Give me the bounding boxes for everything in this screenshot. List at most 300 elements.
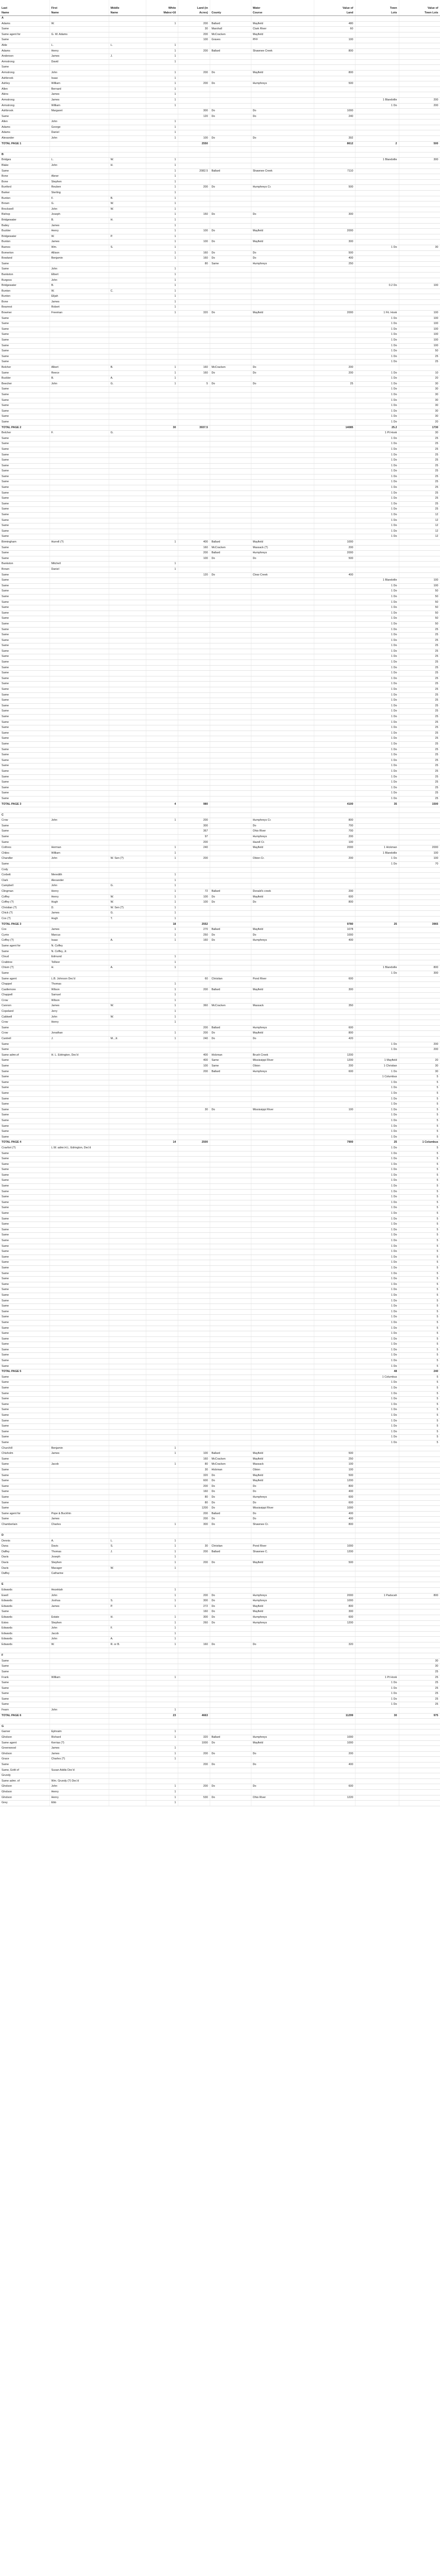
cell-first-name [49, 338, 109, 344]
cell-first-name [49, 458, 109, 464]
cell-town-lots [355, 1538, 399, 1544]
cell-value-of-land [314, 316, 355, 321]
cell-land-acres [178, 1320, 210, 1326]
cell-value-of-land [314, 327, 355, 332]
cell-county: Do [210, 185, 251, 191]
cell-white-males [146, 671, 178, 676]
cell-white-males [146, 1265, 178, 1271]
cell-white-males: 1 [146, 540, 178, 546]
cell-town-lots: 1 Do [355, 436, 399, 442]
cell-white-males [146, 1249, 178, 1255]
cell-land-acres [178, 179, 210, 185]
cell-last-name: Chick (?) [0, 911, 49, 917]
cell-value-of-land: 320 [314, 1642, 355, 1648]
cell-land-acres [178, 436, 210, 442]
table-row [0, 1298, 440, 1304]
cell-last-name: Same [0, 840, 49, 845]
cell-value-town-lots: 5 [399, 1107, 440, 1113]
cell-value-of-land [314, 1658, 355, 1664]
cell-middle-name [109, 1533, 146, 1539]
cell-value-of-land [314, 1778, 355, 1784]
cell-value-of-land [314, 59, 355, 65]
cell-land-acres [178, 1533, 210, 1539]
table-row [0, 654, 440, 660]
table-row [0, 1042, 440, 1047]
cell-first-name: Isaac [49, 76, 109, 81]
cell-white-males [146, 1418, 178, 1424]
cell-county [210, 1528, 251, 1533]
cell-water-course [251, 1713, 314, 1719]
table-row [0, 387, 440, 393]
table-row [0, 627, 440, 633]
cell-last-name: Coffey (?) [0, 938, 49, 944]
cell-water-course [251, 1626, 314, 1632]
cell-land-acres [178, 971, 210, 976]
cell-white-males [146, 1178, 178, 1184]
cell-water-course [251, 332, 314, 338]
cell-middle-name [109, 1211, 146, 1217]
cell-county: Do [210, 1762, 251, 1768]
table-row [0, 1189, 440, 1195]
table-row [0, 1637, 440, 1642]
cell-land-acres [178, 1801, 210, 1806]
cell-county [210, 703, 251, 709]
cell-first-name: Henry [49, 1789, 109, 1795]
cell-water-course: Mayfield [251, 540, 314, 546]
cell-first-name: William [49, 103, 109, 109]
cell-county: Do [210, 900, 251, 906]
cell-value-town-lots: 25 [399, 480, 440, 485]
cell-middle-name [109, 1561, 146, 1566]
table-row [0, 774, 440, 780]
cell-water-course [251, 671, 314, 676]
cell-white-males [146, 621, 178, 627]
cell-land-acres [178, 163, 210, 169]
cell-middle-name [109, 16, 146, 22]
cell-middle-name [109, 1129, 146, 1135]
cell-land-acres: 30 [178, 27, 210, 32]
cell-value-of-land [314, 201, 355, 207]
cell-county: Same [210, 1064, 251, 1070]
cell-county [210, 851, 251, 856]
cell-middle-name [109, 59, 146, 65]
cell-value-town-lots: 200 [399, 103, 440, 109]
cell-value-town-lots [399, 191, 440, 196]
cell-last-name: Same [0, 501, 49, 507]
cell-last-name: Same [0, 518, 49, 523]
cell-first-name [49, 398, 109, 403]
cell-value-of-land: 60 [314, 27, 355, 32]
cell-value-town-lots: 5 [399, 1353, 440, 1359]
cell-county [210, 1304, 251, 1310]
cell-county [210, 283, 251, 289]
cell-value-town-lots [399, 70, 440, 76]
cell-value-of-land [314, 769, 355, 774]
cell-value-town-lots: 5 [399, 1320, 440, 1326]
cell-town-lots: 1 Do [355, 665, 399, 671]
table-row [0, 97, 440, 103]
cell-water-course [251, 1566, 314, 1571]
cell-last-name: Same [0, 1265, 49, 1271]
cell-land-acres [178, 1124, 210, 1129]
cell-water-course [251, 125, 314, 130]
cell-value-town-lots [399, 1746, 440, 1752]
cell-first-name: James [49, 927, 109, 933]
cell-value-of-land: 2000 [314, 551, 355, 556]
table-row [0, 1686, 440, 1691]
cell-middle-name [109, 1571, 146, 1577]
cell-land-acres [178, 1014, 210, 1020]
cell-white-males: 23 [146, 1713, 178, 1719]
cell-first-name [49, 692, 109, 698]
cell-middle-name [109, 1375, 146, 1380]
cell-value-of-land [314, 654, 355, 660]
cell-county: Do [210, 114, 251, 120]
cell-county [210, 147, 251, 152]
cell-value-town-lots: 5 [399, 1440, 440, 1446]
cell-last-name: Bankston [0, 272, 49, 278]
cell-value-of-land [314, 1702, 355, 1708]
cell-county [210, 741, 251, 747]
cell-county [210, 1173, 251, 1178]
cell-white-males [146, 147, 178, 152]
cell-land-acres [178, 1145, 210, 1151]
cell-value-town-lots: 50 [399, 621, 440, 627]
cell-value-town-lots: 5 [399, 1145, 440, 1151]
cell-county [210, 643, 251, 649]
cell-first-name [49, 1391, 109, 1397]
cell-middle-name [109, 1107, 146, 1113]
cell-value-town-lots [399, 59, 440, 65]
cell-water-course [251, 463, 314, 469]
cell-town-lots: 1 Do [355, 1265, 399, 1271]
cell-land-acres [178, 1211, 210, 1217]
cell-land-acres: 980 [178, 802, 210, 807]
cell-first-name: James [49, 240, 109, 245]
cell-white-males [146, 1216, 178, 1222]
cell-white-males [146, 1658, 178, 1664]
cell-county: Do [210, 556, 251, 562]
cell-white-males [146, 1134, 178, 1140]
cell-middle-name [109, 1495, 146, 1500]
cell-first-name: Hurrell (?) [49, 540, 109, 546]
cell-value-town-lots [399, 900, 440, 906]
cell-last-name: Same [0, 1239, 49, 1244]
cell-town-lots [355, 1757, 399, 1762]
cell-value-of-land [314, 1697, 355, 1702]
cell-county [210, 1298, 251, 1304]
table-row [0, 518, 440, 523]
cell-first-name: Hugh [49, 900, 109, 906]
cell-town-lots [355, 1009, 399, 1015]
cell-water-course: Mayfield [251, 894, 314, 900]
table-row [0, 1566, 440, 1571]
cell-first-name [49, 1331, 109, 1337]
cell-value-town-lots: 50 [399, 589, 440, 595]
cell-last-name: Same [0, 1353, 49, 1359]
table-row [0, 894, 440, 900]
cell-white-males [146, 1397, 178, 1402]
cell-value-of-land [314, 267, 355, 273]
cell-value-of-land [314, 1773, 355, 1779]
table-row [0, 294, 440, 300]
cell-land-acres [178, 1380, 210, 1386]
table-row [0, 179, 440, 185]
cell-land-acres [178, 1102, 210, 1108]
cell-value-town-lots: 5 [399, 1265, 440, 1271]
cell-value-town-lots: 25 [399, 501, 440, 507]
cell-town-lots [355, 191, 399, 196]
cell-middle-name [109, 812, 146, 818]
cell-white-males [146, 1511, 178, 1517]
cell-county: Do [210, 229, 251, 234]
cell-value-town-lots: 25 [399, 731, 440, 736]
cell-middle-name [109, 1402, 146, 1408]
cell-last-name: Gholson [0, 1784, 49, 1790]
cell-middle-name [109, 1359, 146, 1364]
cell-county: Ballard [210, 540, 251, 546]
cell-value-of-land [314, 873, 355, 878]
table-row [0, 643, 440, 649]
table-row [0, 971, 440, 976]
cell-water-course: Brush Creek [251, 1053, 314, 1058]
cell-water-course [251, 1402, 314, 1408]
cell-town-lots: 1 Do [355, 1222, 399, 1228]
cell-town-lots: 1 Do [355, 1233, 399, 1239]
cell-value-of-land [314, 398, 355, 403]
cell-last-name: Gholson [0, 1751, 49, 1757]
cell-last-name: Same [0, 485, 49, 491]
cell-first-name [49, 1359, 109, 1364]
cell-value-town-lots: 70 [399, 862, 440, 868]
cell-value-town-lots [399, 196, 440, 201]
cell-county [210, 682, 251, 687]
cell-last-name: Same [0, 731, 49, 736]
cell-last-name: Crow [0, 1031, 49, 1037]
cell-middle-name [109, 769, 146, 774]
cell-value-of-land [314, 807, 355, 813]
cell-last-name: Same [0, 1173, 49, 1178]
cell-middle-name [109, 1609, 146, 1615]
cell-town-lots [355, 1489, 399, 1495]
cell-land-acres: 200 [178, 81, 210, 87]
cell-value-town-lots [399, 1528, 440, 1533]
cell-town-lots: 1 Do [355, 387, 399, 393]
cell-value-of-land: 392 [314, 136, 355, 142]
cell-town-lots [355, 807, 399, 813]
cell-middle-name [109, 1364, 146, 1369]
table-row [0, 1200, 440, 1206]
cell-value-of-land [314, 1129, 355, 1135]
cell-water-course [251, 152, 314, 158]
cell-white-males [146, 1517, 178, 1522]
cell-middle-name [109, 136, 146, 142]
cell-first-name: James [49, 223, 109, 229]
cell-white-males [146, 627, 178, 633]
cell-water-course [251, 1555, 314, 1561]
cell-water-course: Hazell Cr. [251, 840, 314, 845]
cell-first-name: Sterling [49, 191, 109, 196]
cell-land-acres: 200 [178, 1511, 210, 1517]
cell-town-lots: 1 Do [355, 1227, 399, 1233]
table-row [0, 1626, 440, 1632]
cell-water-course [251, 507, 314, 513]
cell-land-acres [178, 769, 210, 774]
cell-county [210, 867, 251, 873]
cell-land-acres [178, 1402, 210, 1408]
cell-white-males [146, 812, 178, 818]
table-row [0, 38, 440, 43]
cell-value-town-lots: 50 [399, 616, 440, 622]
cell-town-lots: 1 Blandville [355, 158, 399, 163]
cell-town-lots: 1 Do [355, 1124, 399, 1129]
cell-county: Do [210, 1642, 251, 1648]
cell-value-town-lots: 10 [399, 370, 440, 376]
cell-land-acres [178, 442, 210, 447]
cell-town-lots [355, 152, 399, 158]
cell-first-name [49, 698, 109, 704]
cell-middle-name [109, 409, 146, 414]
cell-value-of-land: 240 [314, 114, 355, 120]
cell-water-course [251, 965, 314, 971]
cell-county [210, 1211, 251, 1217]
cell-county [210, 474, 251, 480]
cell-value-town-lots: 25 [399, 643, 440, 649]
cell-value-town-lots: 100 [399, 321, 440, 327]
cell-first-name [49, 731, 109, 736]
cell-white-males: 1 [146, 1599, 178, 1604]
cell-town-lots: 1 Do [355, 1402, 399, 1408]
cell-water-course [251, 764, 314, 769]
cell-water-course [251, 1047, 314, 1053]
cell-value-town-lots: 25 [399, 753, 440, 758]
cell-white-males [146, 442, 178, 447]
cell-value-town-lots: 5 [399, 1200, 440, 1206]
cell-value-of-land [314, 501, 355, 507]
cell-value-of-land [314, 1664, 355, 1670]
cell-first-name: Joseph [49, 1555, 109, 1561]
cell-land-acres: 160 [178, 1456, 210, 1462]
cell-town-lots [355, 267, 399, 273]
cell-first-name [49, 349, 109, 354]
cell-first-name [49, 414, 109, 420]
cell-last-name: Same [0, 1386, 49, 1392]
cell-middle-name: R. or B. [109, 1642, 146, 1648]
cell-white-males: 1 [146, 70, 178, 76]
cell-land-acres [178, 338, 210, 344]
cell-water-course [251, 1664, 314, 1670]
cell-value-of-land [314, 703, 355, 709]
cell-value-of-land [314, 360, 355, 365]
cell-first-name: Benjamin [49, 256, 109, 262]
cell-water-course [251, 1178, 314, 1184]
cell-water-course [251, 862, 314, 868]
cell-last-name: Edwards [0, 1637, 49, 1642]
cell-first-name [49, 1162, 109, 1167]
table-row [0, 1451, 440, 1457]
cell-value-town-lots: 5 [399, 1129, 440, 1135]
cell-value-town-lots [399, 943, 440, 949]
cell-county [210, 1118, 251, 1124]
cell-value-of-land [314, 1042, 355, 1047]
cell-water-course [251, 911, 314, 917]
cell-water-course: Do [251, 556, 314, 562]
cell-middle-name [109, 660, 146, 666]
cell-water-course: Mayfield [251, 1740, 314, 1746]
cell-county [210, 1326, 251, 1331]
cell-land-acres [178, 245, 210, 250]
cell-county [210, 998, 251, 1004]
table-row [0, 1211, 440, 1217]
cell-white-males [146, 703, 178, 709]
cell-first-name [49, 600, 109, 605]
cell-middle-name [109, 1069, 146, 1075]
table-row [0, 1140, 440, 1146]
cell-value-of-land [314, 458, 355, 464]
cell-town-lots [355, 92, 399, 98]
cell-middle-name [109, 114, 146, 120]
cell-county: Ballard [210, 987, 251, 993]
cell-county [210, 1724, 251, 1730]
table-row [0, 321, 440, 327]
cell-first-name: Elijah [49, 294, 109, 300]
table-row [0, 572, 440, 578]
cell-county [210, 1386, 251, 1392]
cell-land-acres: 360 [178, 1004, 210, 1009]
cell-first-name: Henry [49, 229, 109, 234]
cell-value-town-lots: 25 [399, 720, 440, 725]
cell-county [210, 698, 251, 704]
table-row [0, 1795, 440, 1801]
cell-value-of-land [314, 485, 355, 491]
cell-value-of-land [314, 878, 355, 884]
cell-last-name: Estes [0, 1620, 49, 1626]
cell-county [210, 1697, 251, 1702]
cell-land-acres [178, 692, 210, 698]
cell-last-name: Bone [0, 174, 49, 180]
cell-water-course [251, 1304, 314, 1310]
cell-white-males: 1 [146, 299, 178, 305]
cell-town-lots [355, 949, 399, 955]
cell-middle-name: T. [109, 916, 146, 922]
table-row [0, 1413, 440, 1419]
table-row [0, 933, 440, 938]
cell-value-of-land: 200 [314, 1751, 355, 1757]
cell-middle-name [109, 436, 146, 442]
cell-last-name: Cloud [0, 955, 49, 960]
cell-first-name [49, 1364, 109, 1369]
cell-last-name: Same [0, 829, 49, 835]
table-row [0, 1697, 440, 1702]
cell-value-town-lots: 5 [399, 1195, 440, 1200]
cell-value-of-land [314, 419, 355, 425]
cell-last-name: Same [0, 354, 49, 360]
cell-town-lots [355, 1020, 399, 1026]
cell-value-of-land [314, 523, 355, 529]
cell-county [210, 1244, 251, 1249]
cell-county [210, 1167, 251, 1173]
cell-land-acres [178, 671, 210, 676]
cell-middle-name: L. [109, 43, 146, 48]
cell-middle-name [109, 594, 146, 600]
cell-last-name: Same [0, 1271, 49, 1277]
cell-last-name: Same [0, 949, 49, 955]
cell-water-course [251, 1435, 314, 1440]
cell-last-name: Same [0, 583, 49, 589]
table-row [0, 1620, 440, 1626]
cell-town-lots: 1 Do [355, 1086, 399, 1091]
cell-last-name: Same [0, 1309, 49, 1315]
